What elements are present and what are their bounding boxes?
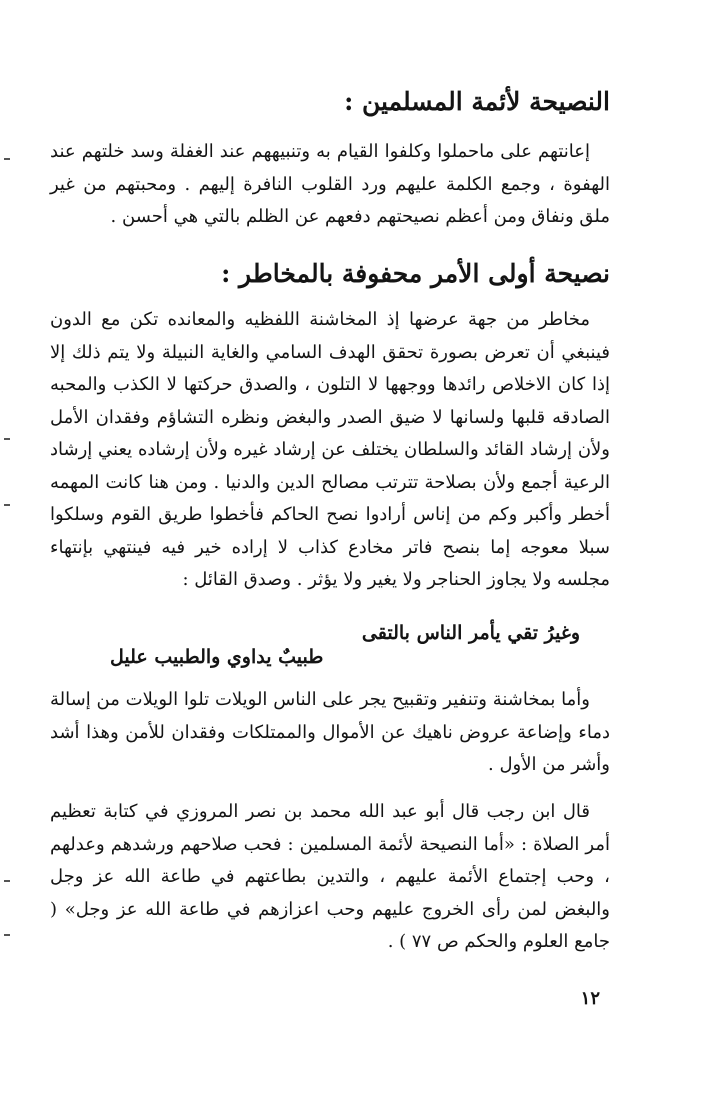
section-heading-advice-to-leaders: النصيحة لأئمة المسلمين : <box>344 87 610 116</box>
margin-scan-mark <box>4 880 10 882</box>
margin-scan-mark <box>4 504 10 506</box>
margin-scan-mark <box>4 934 10 936</box>
paragraph-after-poem: وأما بمخاشنة وتنفير وتقبيح يجر على الناس الويلات تلوا الويلات من إسالة دماء وإضاعة عروض ناهيك عن الأموال والممتلكات وفقدان للأمن وهذا أشد وأشر من الأول . <box>50 689 611 775</box>
section-heading-advice-risks: نصيحة أولى الأمر محفوفة بالمخاطر : <box>221 259 610 288</box>
poem-hemistich-first: وغيرُ تقي يأمر الناس بالتقى <box>361 622 580 644</box>
margin-scan-mark <box>4 158 10 160</box>
poem-hemistich-second: طبيبٌ يداوي والطبيب عليل <box>110 646 324 668</box>
page-number: ١٢ <box>580 988 600 1009</box>
paragraph-advice-to-leaders: إعانتهم على ماحملوا وكلفوا القيام به وتنبيههم عند الغفلة وسد خلتهم عند الهفوة ، وجمع الكلمة عليهم ورد القلوب النافرة إليهم . ومحبتهم من غير ملق ونفاق ومن أعظم نصيحتهم دفعهم عن الظلم بالتي هي أحسن . <box>50 141 610 227</box>
paragraph-advice-risks: مخاطر من جهة عرضها إذ المخاشنة اللفظيه والمعانده تكن مع الدون فينبغي أن تعرض بصورة تحقق الهدف السامي والغاية النبيلة ولا يتم ذلك إلا إذا كان الاخلاص رائدها ووجهها لا التلون ، والصدق حركتها لا الكذب والمحبه الصادقه قلبها ولسانها لا ضيق الصدر والبغض ونظره التشاؤم وفقدان الأمل ولأن إرشاد القائد والسلطان يختلف عن إرشاد غيره ولأن إرشاده يعني إرشاد الرعية أجمع ولأن بصلاحة تترتب مصالح الدين والدنيا . ومن هنا كانت المهمه أخطر وأكبر وكم من إناس أرادوا نصح الحاكم فأخطوا طريق القوم وسلكوا سبلا معوجه إما بنصح فاتر مخادع كذاب لا إراده خير فيه فينتهي بإنتهاء مجلسه ولا يجاوز الحناجر ولا يغير ولا يؤثر . وصدق القائل : <box>50 309 610 590</box>
margin-scan-mark <box>4 438 10 440</box>
paragraph-quote-ibn-rajab: قال ابن رجب قال أبو عبد الله محمد بن نصر المروزي في كتابة تعظيم أمر الصلاة : «أما النصيحة لأئمة المسلمين : فحب صلاحهم ورشدهم وعدلهم ، وحب إجتماع الأئمة عليهم ، والتدين بطاعتهم في طاعة الله عز وجل والبغض لمن رأى الخروج عليهم وحب اعزازهم في طاعة الله عز وجل» ( جامع العلوم والحكم ص ٧٧ ) . <box>50 801 610 952</box>
